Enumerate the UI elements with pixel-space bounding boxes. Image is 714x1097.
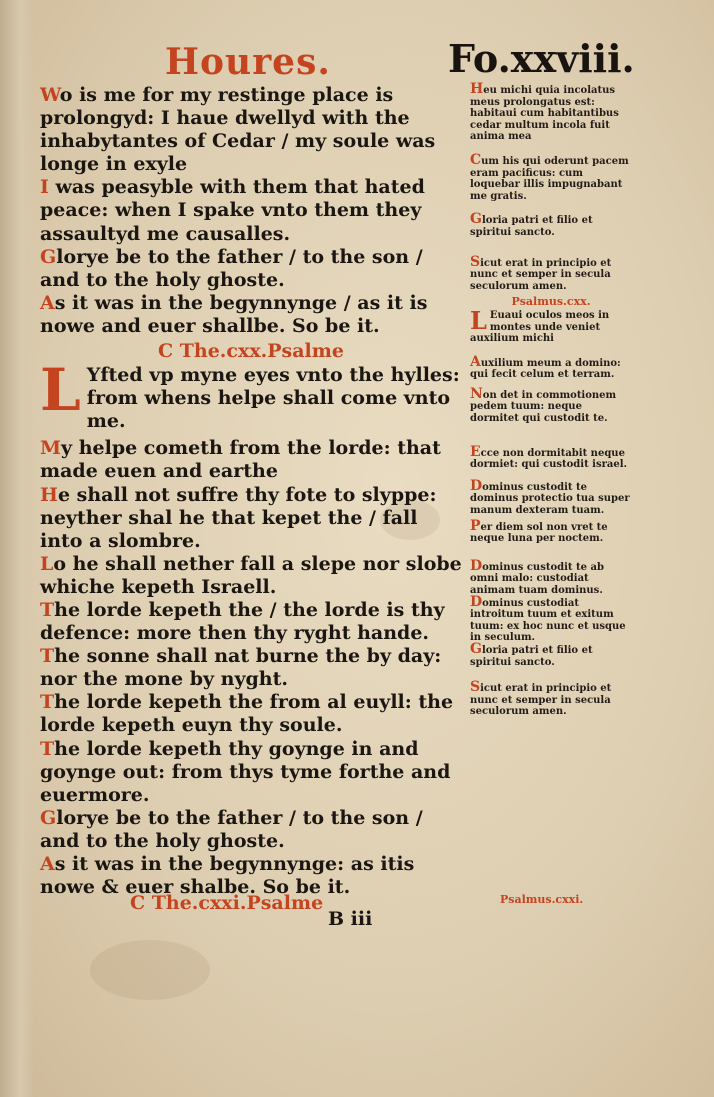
margin-initial: D [470,477,483,494]
verse-text: s it was in the begynnynge: as itis nowe & euer shalbe. So be it. [40,853,415,899]
margin-initial: H [470,81,484,97]
verse-text: lorye be to the father / to the son / and to the holy ghoste. [40,245,423,291]
psalm-heading: C The.cxx.Psalme [158,340,344,363]
rubric-initial: H [40,483,58,506]
latin-margin-column [470,81,632,718]
margin-verse [470,151,632,202]
margin-next-psalm-heading: Psalmus.cxxi. [500,893,584,906]
verse [40,553,462,599]
verse [40,356,462,433]
margin-text: cce non dormitabit neque dormiet: qui custodit israel. [470,447,627,471]
margin-verse [470,443,632,471]
margin-text: icut erat in principio et nunc et semper in secula seculorum amen. [470,683,612,718]
margin-initial: S [470,679,481,696]
margin-verse [470,517,632,545]
margin-text: uxilium meum a domino: qui fecit celum et terram. [470,357,621,381]
running-head-title: Houres. [165,41,331,83]
verse [40,738,462,807]
margin-initial: D [470,593,483,610]
margin-text: on det in commotionem pedem tuum: neque dormitet qui custodit te. [470,389,617,425]
margin-text: er diem sol non vret te neque luna per noctem. [470,521,608,545]
rubric-initial: T [40,645,55,668]
margin-verse [470,385,632,425]
verse-text: s it was in the begynnynge / as it is nowe and euer shallbe. So be it. [40,291,428,337]
margin-initial: P [470,517,481,534]
folio-number: Fo.xxviii. [448,36,635,81]
page-gutter [0,0,34,1097]
margin-verse [470,305,632,345]
margin-text: eu michi quia incolatus meus prolongatus est: habitaui cum habitantibus cedar multum incola fuit anima mea [470,85,619,143]
verse [40,484,462,553]
margin-initial: A [470,353,481,370]
verse-text: was peasyble with them that hated peace: when I spake vnto them they assaultyd me causalles. [40,176,425,245]
next-psalm-heading: C The.cxxi.Psalme [130,892,324,914]
verse-text: he lorde kepeth the / the lorde is thy defence: more then thy ryght hande. [40,598,445,645]
margin-text: ominus custodit te ab omni malo: custodiat animam tuam dominus. [470,561,604,596]
rubric-initial: A [40,291,55,314]
margin-initial: S [470,253,481,270]
verse [40,807,462,853]
margin-text: Euaui oculos meos in montes unde veniet auxilium michi [470,309,610,345]
verse [40,292,462,338]
rubric-initial: G [40,245,57,268]
margin-verse [470,679,632,718]
margin-verse [470,593,632,644]
rubric-initial: T [40,691,55,714]
verse [40,246,462,292]
rubric-initial: M [40,437,62,460]
margin-psalm-heading: Psalmus.cxx. [511,295,591,309]
verse-text: y helpe cometh from the lorde: that made euen and earthe [40,437,441,483]
margin-text: um his qui oderunt pacem eram pacificus: cum loquebar illis impugnabant me gratis. [470,155,629,202]
verse-text: lorye be to the father / to the son / and to the holy ghoste. [40,806,423,852]
verse [40,84,462,176]
verse [40,437,462,483]
verse-text: e shall not suffre thy fote to slyppe: neyther shal he that kepet the / fall into a slombre. [40,483,437,552]
margin-initial: G [470,211,482,228]
verse-text: o is me for my restinge place is prolongyd: I haue dwellyd with the inhabytantes of Cedar / my soule was longe in exyle [40,84,436,176]
margin-verse [470,477,632,517]
margin-initial: N [470,385,483,402]
english-text-column [40,84,462,899]
margin-verse [470,557,632,597]
margin-verse [470,211,632,238]
margin-initial: C [470,151,482,168]
margin-verse [470,353,632,381]
margin-initial: G [470,640,482,657]
rubric-initial: A [40,853,55,875]
margin-text: loria patri et filio et spiritui sancto. [470,215,593,238]
signature-mark: B iii [328,908,373,930]
verse-text: Yfted vp myne eyes vnto the hylles: from whens helpe shall come vnto me. [86,364,460,433]
verse-text: he lorde kepeth the from al euyll: the lorde kepeth euyn thy soule. [40,691,454,737]
verse [40,691,462,737]
margin-verse [470,640,632,668]
rubric-initial: T [40,737,55,760]
rubric-initial: T [40,598,55,621]
rubric-initial: I [40,176,49,199]
verse [40,599,462,645]
margin-text: loria patri et filio et spiritui sancto. [470,644,593,668]
margin-initial: D [470,557,483,574]
verse [40,176,462,245]
rubric-initial: L [40,552,54,575]
verse-text: he sonne shall nat burne the by day: nor the mone by nyght. [40,645,442,691]
verse-text: he lorde kepeth thy goynge in and goynge out: from thys tyme forthe and euermore. [40,737,451,806]
margin-text: icut erat in principio et nunc et semper in secula seculorum amen. [470,257,612,292]
paper-stain [90,940,210,1000]
margin-initial: E [470,443,481,460]
margin-large-initial: L [470,305,487,335]
margin-text: ominus custodiat introitum tuum et exitum tuum: ex hoc nunc et usque in seculum. [470,597,626,644]
verse [40,645,462,691]
margin-verse [470,81,632,143]
rubric-initial: G [40,806,57,829]
rubric-initial: W [40,84,60,106]
large-initial: L [40,356,81,425]
margin-verse [470,253,632,293]
margin-text: ominus custodit te dominus protectio tua super manum dexteram tuam. [470,481,630,517]
verse-text: o he shall nether fall a slepe nor slobe whiche kepeth Israell. [40,552,462,598]
